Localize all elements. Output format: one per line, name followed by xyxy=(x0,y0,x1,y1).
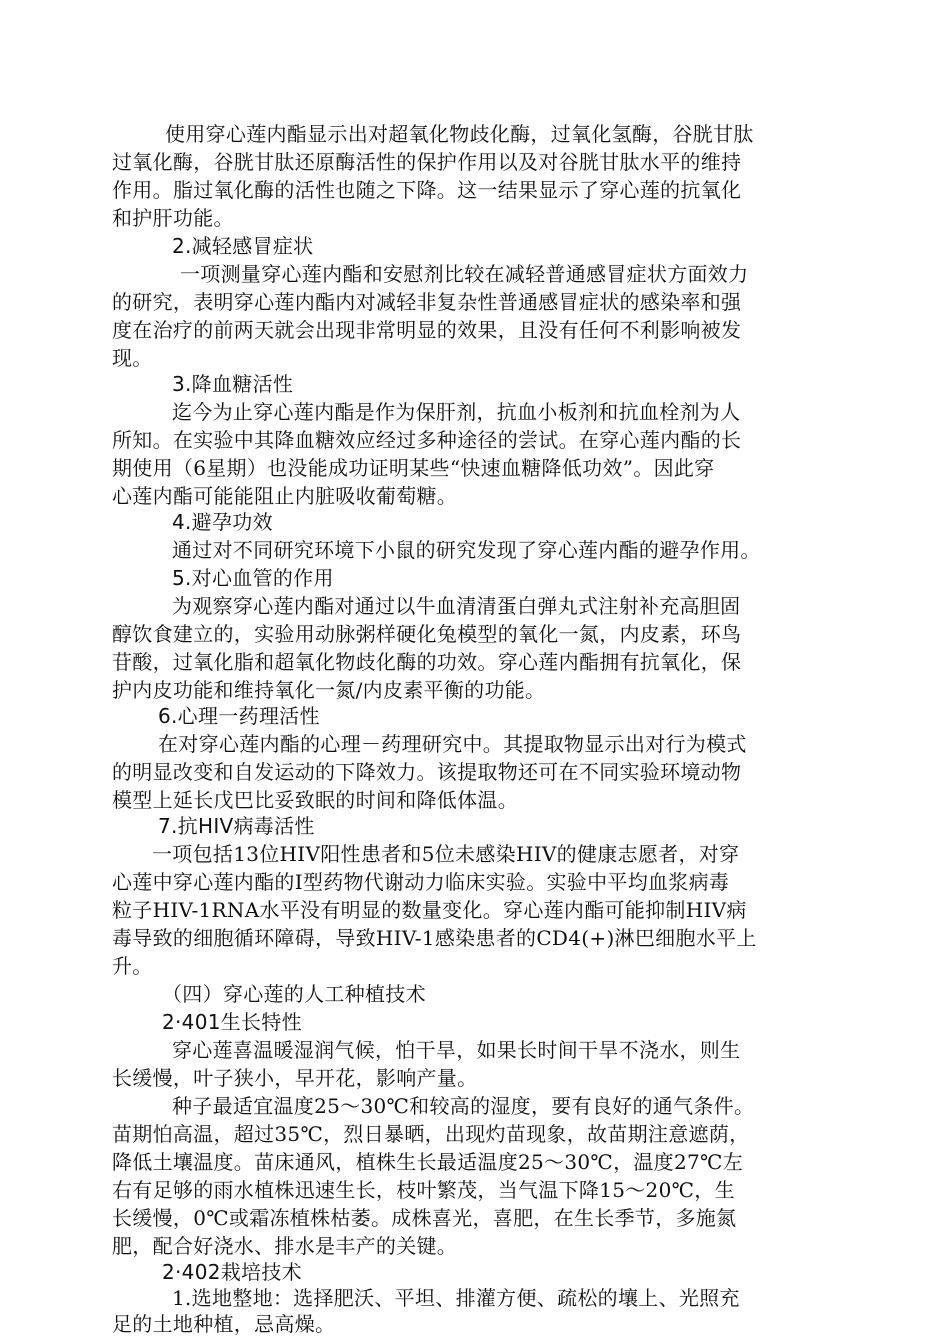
section-heading: 7.抗HIV病毒活性 xyxy=(158,814,315,838)
paragraph-line: 心莲中穿心莲内酯的Ⅰ型药物代谢动力临床实验。实验中平均血浆病毒 xyxy=(112,870,730,894)
paragraph-line: 长缓慢，叶子狭小，早开花，影响产量。 xyxy=(112,1066,478,1090)
paragraph-line: 长缓慢，0℃或霜冻植株枯萎。成株喜光，喜肥，在生长季节，多施氮 xyxy=(112,1206,737,1230)
section-heading: 5.对心血管的作用 xyxy=(172,566,334,590)
paragraph-line: 降低土壤温度。苗床通风，植株生长最适温度25～30℃，温度27℃左 xyxy=(112,1150,743,1174)
paragraph-line: 的明显改变和自发运动的下降效力。该提取物还可在不同实验环境动物 xyxy=(112,760,742,784)
paragraph-line: 穿心莲喜温暖湿润气候，怕干旱，如果长时间干旱不浇水，则生 xyxy=(172,1038,741,1062)
section-heading: 3.降血糖活性 xyxy=(172,372,294,396)
paragraph-line: 心莲内酯可能能阻止内脏吸收葡萄糖。 xyxy=(112,484,458,508)
paragraph-line: 毒导致的细胞循环障碍，导致HIV-1感染患者的CD4(+)淋巴细胞水平上 xyxy=(112,926,757,950)
section-heading: 6.心理一药理活性 xyxy=(158,704,320,728)
paragraph-line: 使用穿心莲内酯显示出对超氧化物歧化酶，过氧化氢酶，谷胱甘肽 xyxy=(165,122,754,146)
paragraph-line: 醇饮食建立的，实验用动脉粥样硬化兔模型的氧化一氮，内皮素，环鸟 xyxy=(112,622,742,646)
paragraph-line: 升。 xyxy=(112,954,153,978)
paragraph-line: 一项测量穿心莲内酯和安慰剂比较在减轻普通感冒症状方面效力 xyxy=(180,262,749,286)
paragraph-line: 作用。脂过氧化酶的活性也随之下降。这一结果显示了穿心莲的抗氧化 xyxy=(112,178,742,202)
paragraph-line: 苷酸，过氧化脂和超氧化物歧化酶的功效。穿心莲内酯拥有抗氧化，保 xyxy=(112,650,742,674)
paragraph-line: 足的土地种植，忌高燥。 xyxy=(112,1312,336,1336)
paragraph-line: 一项包括13位HIV阳性患者和5位未感染HIV的健康志愿者，对穿 xyxy=(152,842,740,866)
paragraph-line: 度在治疗的前两天就会出现非常明显的效果，且没有任何不利影响被发 xyxy=(112,318,742,342)
paragraph-line: 护内皮功能和维持氧化一氮/内皮素平衡的功能。 xyxy=(112,678,546,702)
paragraph-line: 在对穿心莲内酯的心理－药理研究中。其提取物显示出对行为模式 xyxy=(158,732,747,756)
paragraph-line: 粒子HIV-1RNA水平没有明显的数量变化。穿心莲内酯可能抑制HIV病 xyxy=(112,898,747,922)
paragraph-line: 的研究，表明穿心莲内酯内对减轻非复杂性普通感冒症状的感染率和强 xyxy=(112,290,742,314)
paragraph-line: 期使用（6星期）也没能成功证明某些“快速血糖降低功效”。因此穿 xyxy=(112,456,715,480)
paragraph-line: 肥，配合好浇水、排水是丰产的关键。 xyxy=(112,1234,458,1258)
paragraph-line: 所知。在实验中其降血糖效应经过多种途径的尝试。在穿心莲内酯的长 xyxy=(112,428,742,452)
section-heading: 2·401生长特性 xyxy=(162,1010,302,1034)
paragraph-line: 苗期怕高温，超过35℃，烈日暴晒，出现灼苗现象，故苗期注意遮荫， xyxy=(112,1122,750,1146)
section-heading: 4.避孕功效 xyxy=(172,510,273,534)
paragraph-line: 和护肝功能。 xyxy=(112,206,234,230)
paragraph-line: 通过对不同研究环境下小鼠的研究发现了穿心莲内酯的避孕作用。 xyxy=(172,538,761,562)
paragraph-line: 1.选地整地：选择肥沃、平坦、排灌方便、疏松的壤上、光照充 xyxy=(172,1286,740,1310)
paragraph-line: 右有足够的雨水植株迅速生长，枝叶繁茂，当气温下降15～20℃，生 xyxy=(112,1178,735,1202)
paragraph-line: 为观察穿心莲内酯对通过以牛血清清蛋白弹丸式注射补充高胆固 xyxy=(172,594,741,618)
paragraph-line: 种子最适宜温度25～30℃和较高的湿度，要有良好的通气条件。 xyxy=(172,1094,755,1118)
paragraph-line: 迄今为止穿心莲内酯是作为保肝剂，抗血小板剂和抗血栓剂为人 xyxy=(172,400,741,424)
section-heading: 2.减轻感冒症状 xyxy=(172,234,314,258)
paragraph-line: 现。 xyxy=(112,346,153,370)
section-heading: （四）穿心莲的人工种植技术 xyxy=(162,982,426,1006)
paragraph-line: 模型上延长戊巴比妥致眠的时间和降低体温。 xyxy=(112,788,518,812)
section-heading: 2·402栽培技术 xyxy=(162,1260,302,1284)
paragraph-line: 过氧化酶，谷胱甘肽还原酶活性的保护作用以及对谷胱甘肽水平的维持 xyxy=(112,150,742,174)
